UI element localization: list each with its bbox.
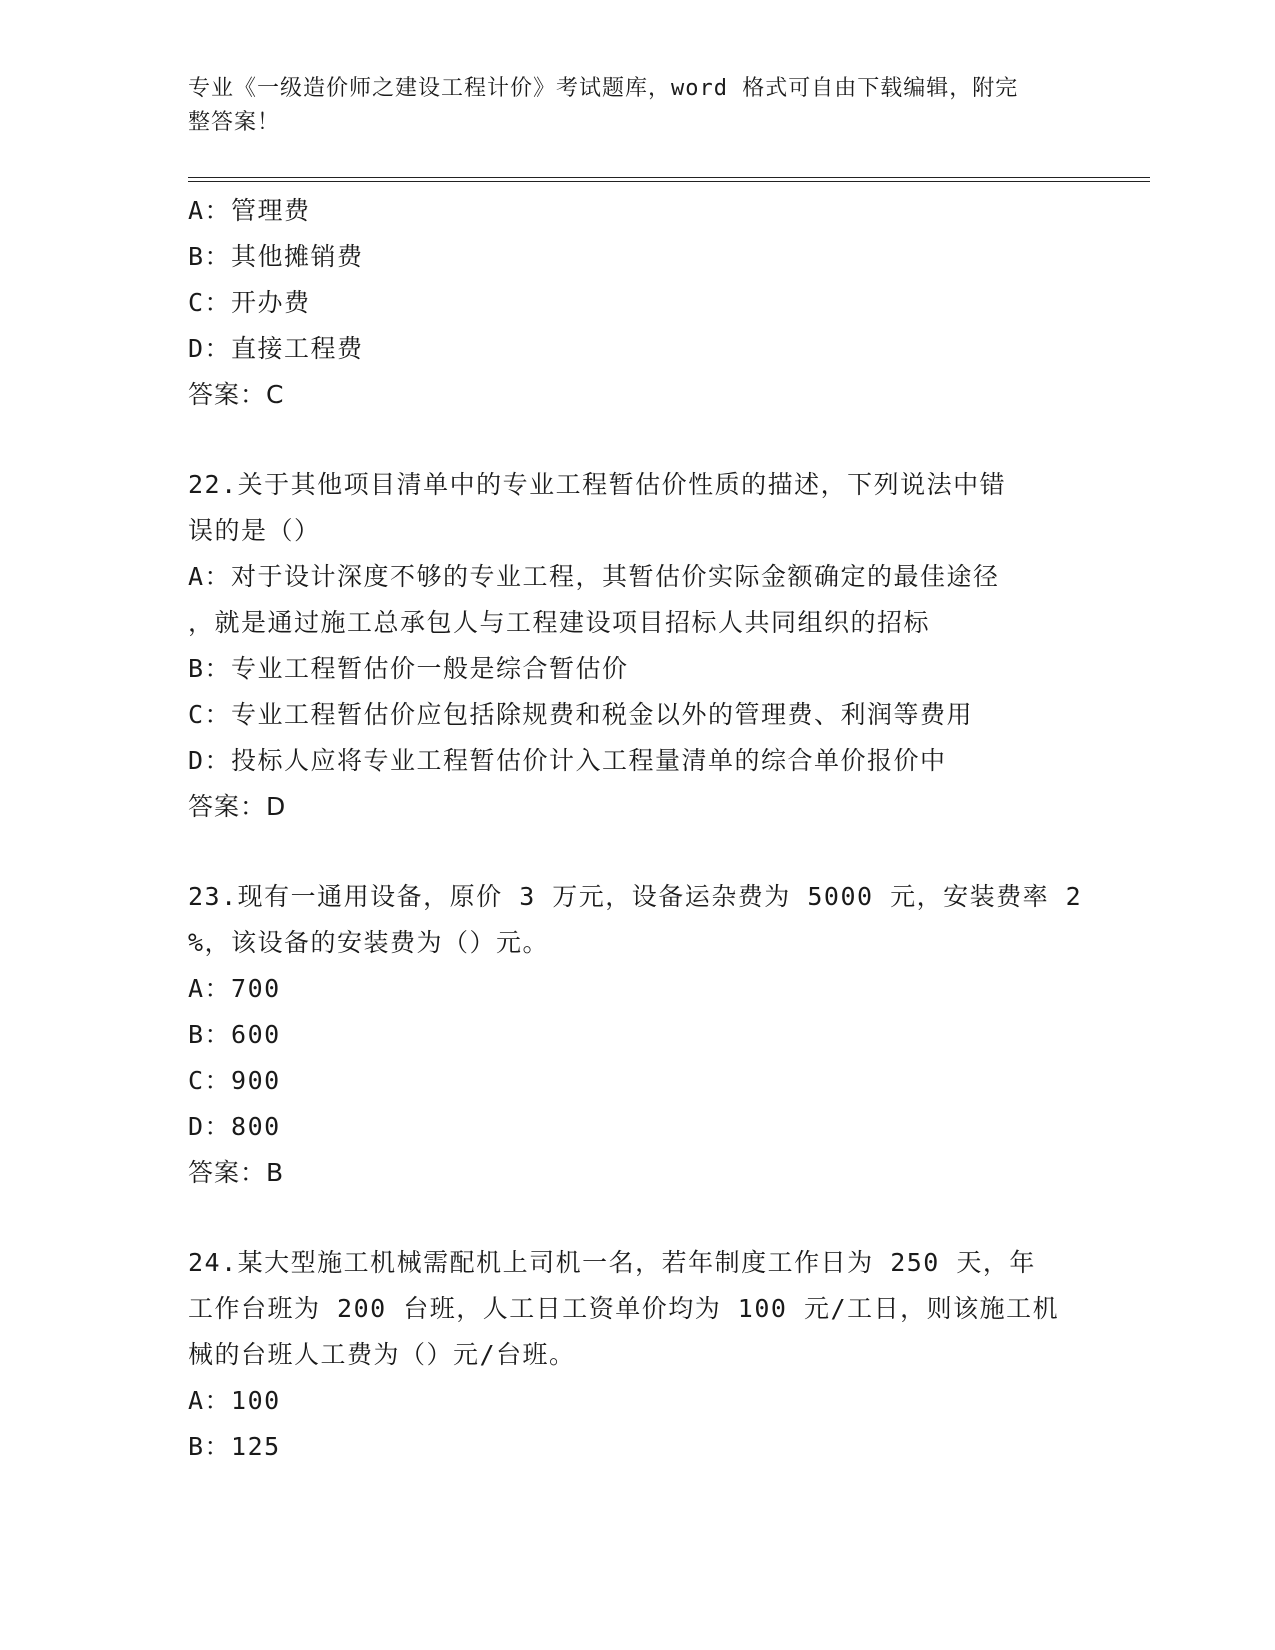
question-stem-line: %，该设备的安装费为（）元。 — [188, 928, 550, 957]
question-stem-line: 23.现有一通用设备，原价 3 万元，设备运杂费为 5000 元，安装费率 2 — [188, 882, 1083, 911]
option-d: D：投标人应将专业工程暂估价计入工程量清单的综合单价报价中 — [188, 746, 947, 775]
spacer — [188, 418, 1088, 462]
option-b: B：专业工程暂估价一般是综合暂估价 — [188, 654, 629, 683]
option-a-continued: ，就是通过施工总承包人与工程建设项目招标人共同组织的招标 — [188, 608, 931, 637]
option-d: D：直接工程费 — [188, 334, 364, 363]
question-21 — [188, 188, 1088, 418]
option-b: B：其他摊销费 — [188, 242, 364, 271]
question-23 — [188, 874, 1088, 1196]
question-24 — [188, 1240, 1088, 1470]
question-list — [188, 188, 1088, 1470]
spacer — [188, 830, 1088, 874]
header-divider-bottom — [188, 181, 1150, 182]
answer: 答案：C — [188, 380, 285, 409]
header-divider-top — [188, 177, 1150, 178]
option-a: A：700 — [188, 974, 281, 1003]
answer: 答案：B — [188, 1158, 285, 1187]
question-stem-line: 22.关于其他项目清单中的专业工程暂估价性质的描述，下列说法中错 — [188, 470, 1007, 499]
option-c: C：900 — [188, 1066, 281, 1095]
question-22 — [188, 462, 1088, 830]
question-stem-line: 24.某大型施工机械需配机上司机一名，若年制度工作日为 250 天，年 — [188, 1248, 1036, 1277]
option-d: D：800 — [188, 1112, 281, 1141]
header-line-2: 整答案！ — [188, 110, 281, 135]
question-stem-line: 械的台班人工费为（）元/台班。 — [188, 1340, 576, 1369]
header-line-1: 专业《一级造价师之建设工程计价》考试题库，word 格式可自由下载编辑，附完 — [188, 76, 1019, 101]
question-stem-line: 误的是（） — [188, 516, 321, 545]
spacer — [188, 1196, 1088, 1240]
document-header — [188, 72, 1068, 140]
option-b: B：600 — [188, 1020, 281, 1049]
question-stem-line: 工作台班为 200 台班，人工日工资单价均为 100 元/工日，则该施工机 — [188, 1294, 1060, 1323]
option-a: A：管理费 — [188, 196, 311, 225]
answer: 答案：D — [188, 792, 287, 821]
option-b: B：125 — [188, 1432, 281, 1461]
option-a: A：对于设计深度不够的专业工程，其暂估价实际金额确定的最佳途径 — [188, 562, 1000, 591]
option-c: C：开办费 — [188, 288, 311, 317]
option-a: A：100 — [188, 1386, 281, 1415]
option-c: C：专业工程暂估价应包括除规费和税金以外的管理费、利润等费用 — [188, 700, 974, 729]
